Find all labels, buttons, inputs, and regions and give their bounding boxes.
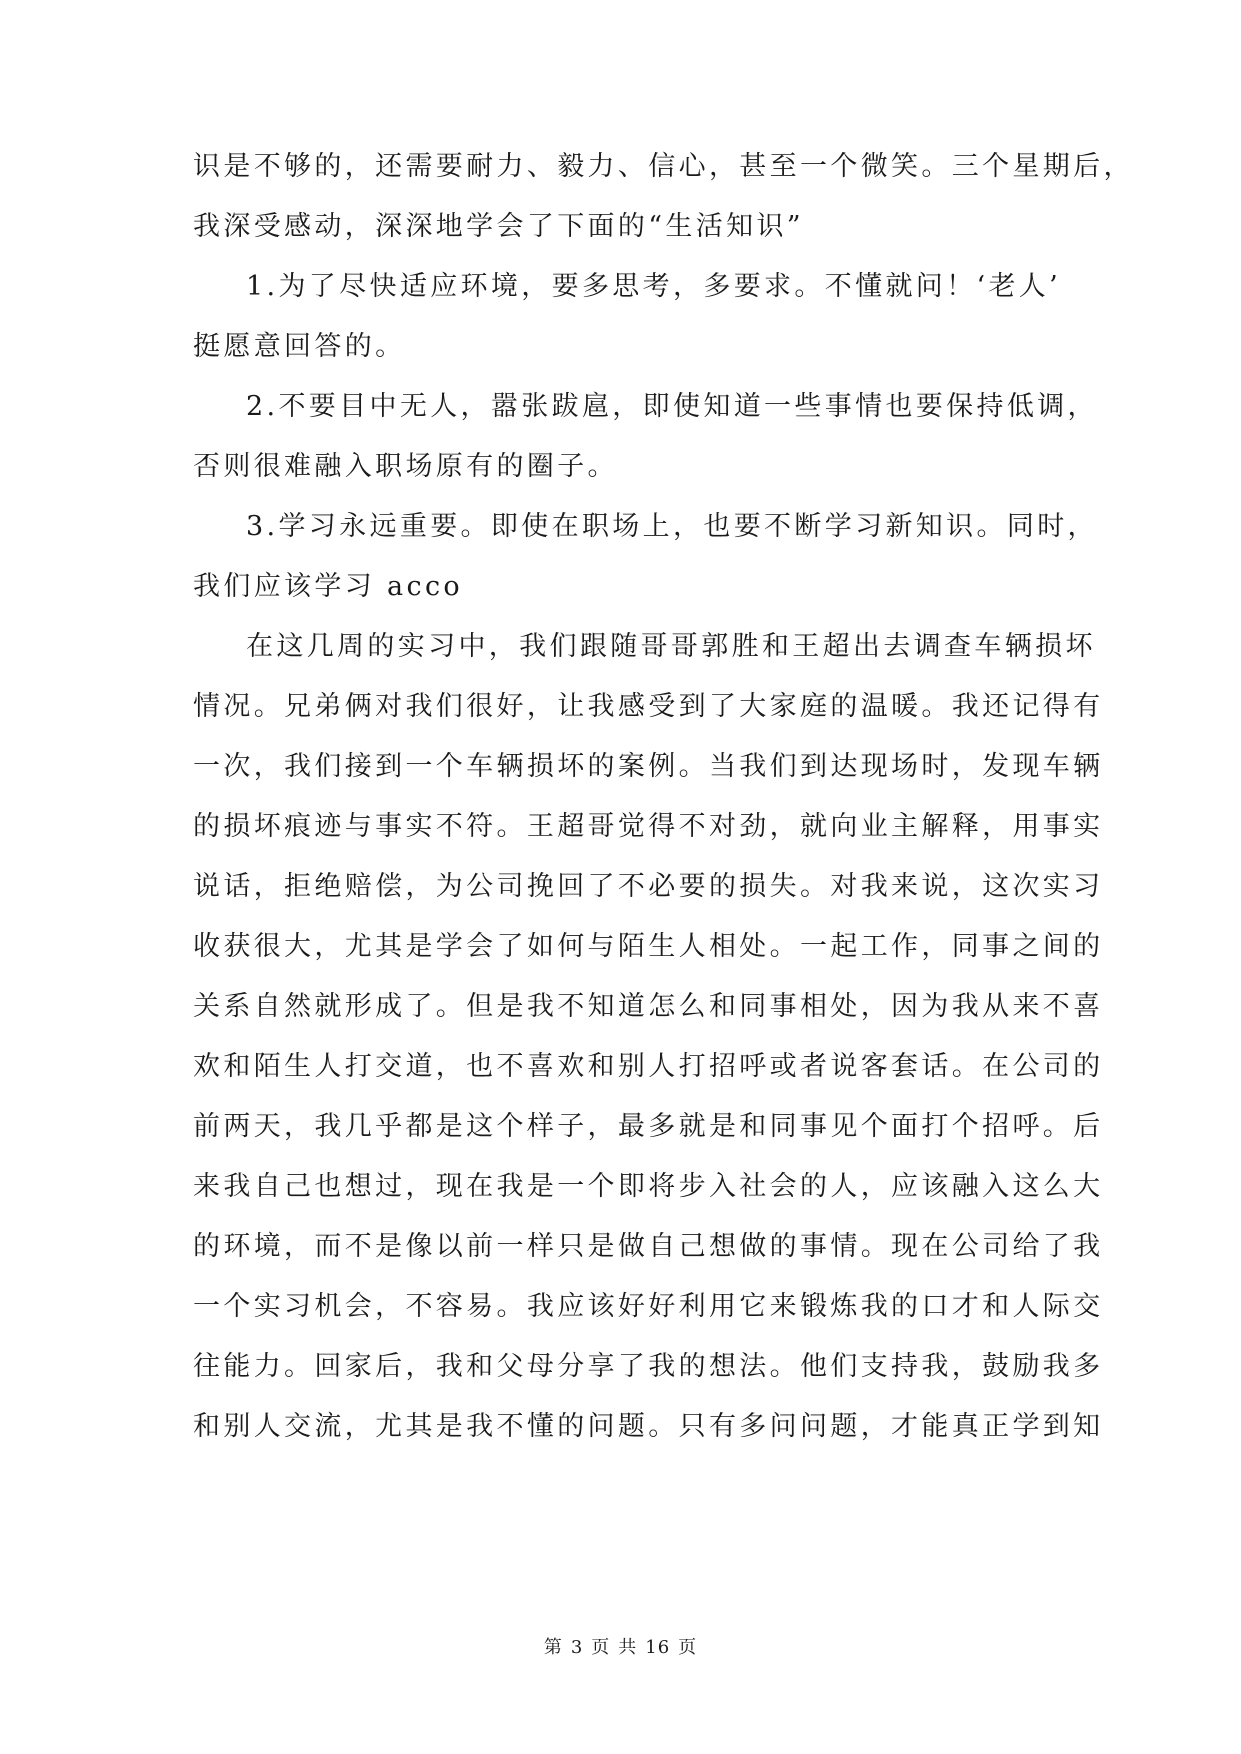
page-footer [0,1636,1241,1660]
list-item-3: 3.学习永远重要。即使在职场上，也要不断学习新知识。同时， [246,511,1098,542]
text-line: 关系自然就形成了。但是我不知道怎么和同事相处，因为我从来不喜 [193,991,1104,1022]
text-line: 往能力。回家后，我和父母分享了我的想法。他们支持我，鼓励我多 [193,1351,1104,1382]
text-line: 一次，我们接到一个车辆损坏的案例。当我们到达现场时，发现车辆 [193,751,1104,782]
text-line: 来我自己也想过，现在我是一个即将步入社会的人，应该融入这么大 [193,1171,1104,1202]
text-line: 前两天，我几乎都是这个样子，最多就是和同事见个面打个招呼。后 [193,1111,1104,1142]
paragraph-start: 在这几周的实习中，我们跟随哥哥郭胜和王超出去调查车辆损坏 [246,631,1096,662]
text-line: 收获很大，尤其是学会了如何与陌生人相处。一起工作，同事之间的 [193,931,1104,962]
footer-prefix: 第 [543,1637,563,1658]
text-line: 识是不够的，还需要耐力、毅力、信心，甚至一个微笑。三个星期后， [193,151,1134,182]
text-line: 我们应该学习 acco [193,571,464,602]
text-line: 的损坏痕迹与事实不符。王超哥觉得不对劲，就向业主解释，用事实 [193,811,1104,842]
page-number: 3 [570,1637,584,1658]
text-line: 的环境，而不是像以前一样只是做自己想做的事情。现在公司给了我 [193,1231,1104,1262]
list-item-1: 1.为了尽快适应环境，要多思考，多要求。不懂就问！‘老人’ [246,271,1062,302]
footer-page-unit: 页 [591,1637,611,1658]
footer-total-unit: 页 [678,1637,698,1658]
footer-total-prefix: 共 [618,1637,638,1658]
text-line: 和别人交流，尤其是我不懂的问题。只有多问问题，才能真正学到知 [193,1411,1104,1442]
text-line: 挺愿意回答的。 [193,331,406,362]
text-line: 否则很难融入职场原有的圈子。 [193,451,618,482]
list-item-2: 2.不要目中无人，嚣张跋扈，即使知道一些事情也要保持低调， [246,391,1098,422]
text-line: 说话，拒绝赔偿，为公司挽回了不必要的损失。对我来说，这次实习 [193,871,1104,902]
text-line: 我深受感动，深深地学会了下面的“生活知识” [193,211,804,242]
text-line: 一个实习机会，不容易。我应该好好利用它来锻炼我的口才和人际交 [193,1291,1104,1322]
text-line: 情况。兄弟俩对我们很好，让我感受到了大家庭的温暖。我还记得有 [193,691,1104,722]
total-pages: 16 [645,1637,671,1658]
text-line: 欢和陌生人打交道，也不喜欢和别人打招呼或者说客套话。在公司的 [193,1051,1104,1082]
